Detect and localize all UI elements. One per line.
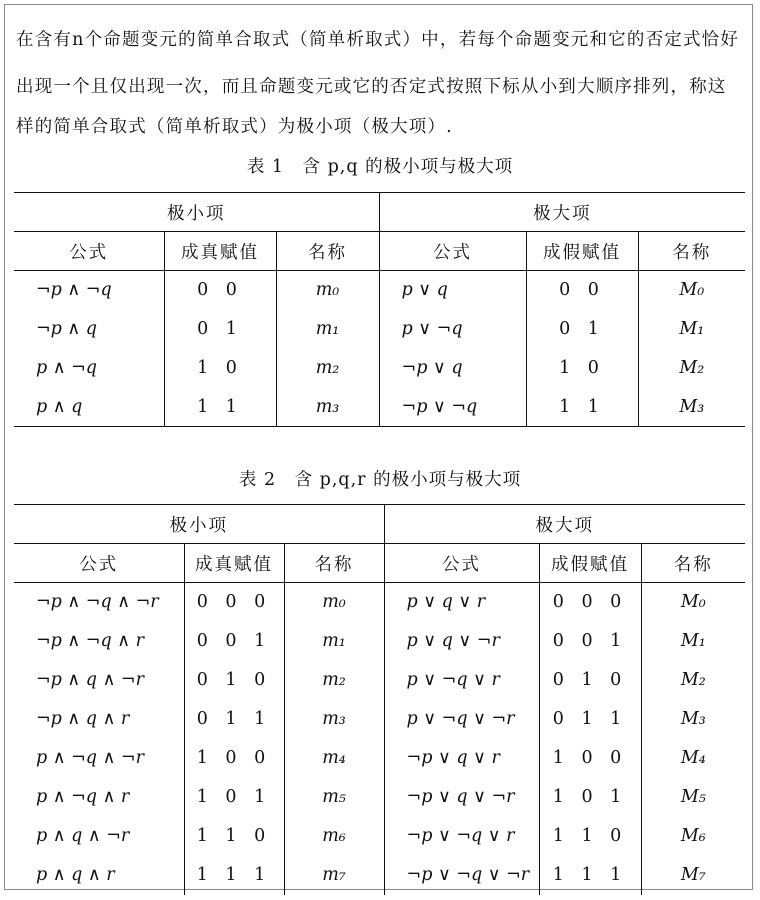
min-term-name: m₇ [284,856,384,895]
table-row [14,622,745,661]
table1-col-max-formula: 公式 [379,232,526,271]
true-assignment: 1 0 [164,349,276,388]
table1-col-max-name: 名称 [638,232,745,271]
min-term-name: m₂ [276,349,379,388]
max-formula: p ∨ q ∨ r [384,583,539,622]
min-term-name: m₀ [284,583,384,622]
table1-group-max: 极大项 [379,193,745,232]
min-formula: p ∧ ¬q ∧ ¬r [14,739,184,778]
min-formula: ¬p ∧ ¬q [14,271,164,310]
table-row [14,388,745,427]
max-formula: p ∨ q [379,271,526,310]
false-assignment: 0 1 [526,310,638,349]
intro-line-3: 样的简单合取式（简单析取式）为极小项（极大项）. [16,117,453,137]
table-row [14,778,745,817]
true-assignment: 0 1 [164,310,276,349]
true-assignment: 0 1 0 [184,661,284,700]
max-term-name: M₁ [680,631,706,651]
table1-group-min: 极小项 [14,193,379,232]
min-term-name: m₁ [284,622,384,661]
table-row [14,310,745,349]
false-assignment: 0 1 0 [539,661,641,700]
max-term-name: M₆ [680,826,706,846]
table1-caption: 表 1 含 p,q 的极小项与极大项 [246,157,514,177]
table1 [14,192,745,427]
min-formula: p ∧ q [14,388,164,427]
true-assignment: 1 1 [164,388,276,427]
table-row [14,583,745,622]
true-assignment: 1 0 1 [184,778,284,817]
min-formula: p ∧ ¬q ∧ r [14,778,184,817]
max-formula: p ∨ ¬q ∨ r [384,661,539,700]
false-assignment: 1 1 0 [539,817,641,856]
table2-caption: 表 2 含 p,q,r 的极小项与极大项 [238,470,522,490]
min-formula: ¬p ∧ ¬q ∧ r [14,622,184,661]
false-assignment: 0 0 0 [539,583,641,622]
min-term-name: m₅ [284,778,384,817]
max-formula: ¬p ∨ q ∨ r [384,739,539,778]
table1-col-min-name: 名称 [276,232,379,271]
intro-line-2: 出现一个且仅出现一次，而且命题变元或它的否定式按照下标从小到大顺序排列，称这 [16,77,727,97]
table2-group-max: 极大项 [384,505,745,544]
max-formula: ¬p ∨ q [379,349,526,388]
max-formula: p ∨ ¬q ∨ ¬r [384,700,539,739]
min-formula: ¬p ∧ q [14,310,164,349]
max-formula: ¬p ∨ ¬q [379,388,526,427]
table-row [14,661,745,700]
max-formula: p ∨ ¬q [379,310,526,349]
true-assignment: 1 1 0 [184,817,284,856]
min-formula: ¬p ∧ ¬q ∧ ¬r [14,583,184,622]
max-formula: ¬p ∨ ¬q ∨ ¬r [384,856,539,895]
table1-col-true-assign: 成真赋值 [164,232,276,271]
table-row [14,739,745,778]
max-formula: ¬p ∨ q ∨ ¬r [384,778,539,817]
min-term-name: m₄ [284,739,384,778]
table1-column-header [14,232,745,271]
table2-col-min-name: 名称 [284,544,384,583]
max-term-name: M₁ [679,319,705,339]
max-term-name: M₅ [680,787,706,807]
false-assignment: 1 0 1 [539,778,641,817]
table2 [14,504,745,895]
true-assignment: 0 0 0 [184,583,284,622]
max-formula: ¬p ∨ ¬q ∨ r [384,817,539,856]
false-assignment: 0 0 1 [539,622,641,661]
max-term-name: M₇ [680,865,706,885]
table-row [14,271,745,310]
false-assignment: 0 1 1 [539,700,641,739]
table-row [14,349,745,388]
min-term-name: m₃ [284,700,384,739]
max-term-name: M₂ [679,358,705,378]
min-formula: p ∧ ¬q [14,349,164,388]
min-term-name: m₃ [276,388,379,427]
min-term-name: m₂ [284,661,384,700]
table1-group-header [14,193,745,232]
table2-col-max-formula: 公式 [384,544,539,583]
table2-col-max-name: 名称 [641,544,745,583]
min-formula: p ∧ q ∧ ¬r [14,817,184,856]
true-assignment: 1 0 0 [184,739,284,778]
min-formula: ¬p ∧ q ∧ r [14,700,184,739]
table-row [14,817,745,856]
false-assignment: 1 1 [526,388,638,427]
false-assignment: 1 0 0 [539,739,641,778]
table2-col-true-assign: 成真赋值 [184,544,284,583]
max-term-name: M₂ [680,670,706,690]
max-term-name: M₃ [680,709,706,729]
max-term-name: M₀ [679,280,705,301]
false-assignment: 0 0 [526,271,638,310]
table-row [14,856,745,895]
false-assignment: 1 1 1 [539,856,641,895]
max-term-name: M₀ [680,592,706,613]
table1-col-false-assign: 成假赋值 [526,232,638,271]
table-row [14,700,745,739]
min-formula: ¬p ∧ q ∧ ¬r [14,661,184,700]
table2-col-min-formula: 公式 [14,544,184,583]
table2-group-header [14,505,745,544]
false-assignment: 1 0 [526,349,638,388]
min-formula: p ∧ q ∧ r [14,856,184,895]
max-formula: p ∨ q ∨ ¬r [384,622,539,661]
table2-group-min: 极小项 [14,505,384,544]
min-term-name: m₆ [284,817,384,856]
true-assignment: 0 1 1 [184,700,284,739]
true-assignment: 1 1 1 [184,856,284,895]
table2-col-false-assign: 成假赋值 [539,544,641,583]
table2-column-header [14,544,745,583]
min-term-name: m₁ [276,310,379,349]
table1-col-min-formula: 公式 [14,232,164,271]
min-term-name: m₀ [276,271,379,310]
max-term-name: M₄ [680,748,706,768]
max-term-name: M₃ [638,388,745,427]
true-assignment: 0 0 1 [184,622,284,661]
intro-line-1: 在含有n个命题变元的简单合取式（简单析取式）中，若每个命题变元和它的否定式恰好 [16,30,740,50]
true-assignment: 0 0 [164,271,276,310]
